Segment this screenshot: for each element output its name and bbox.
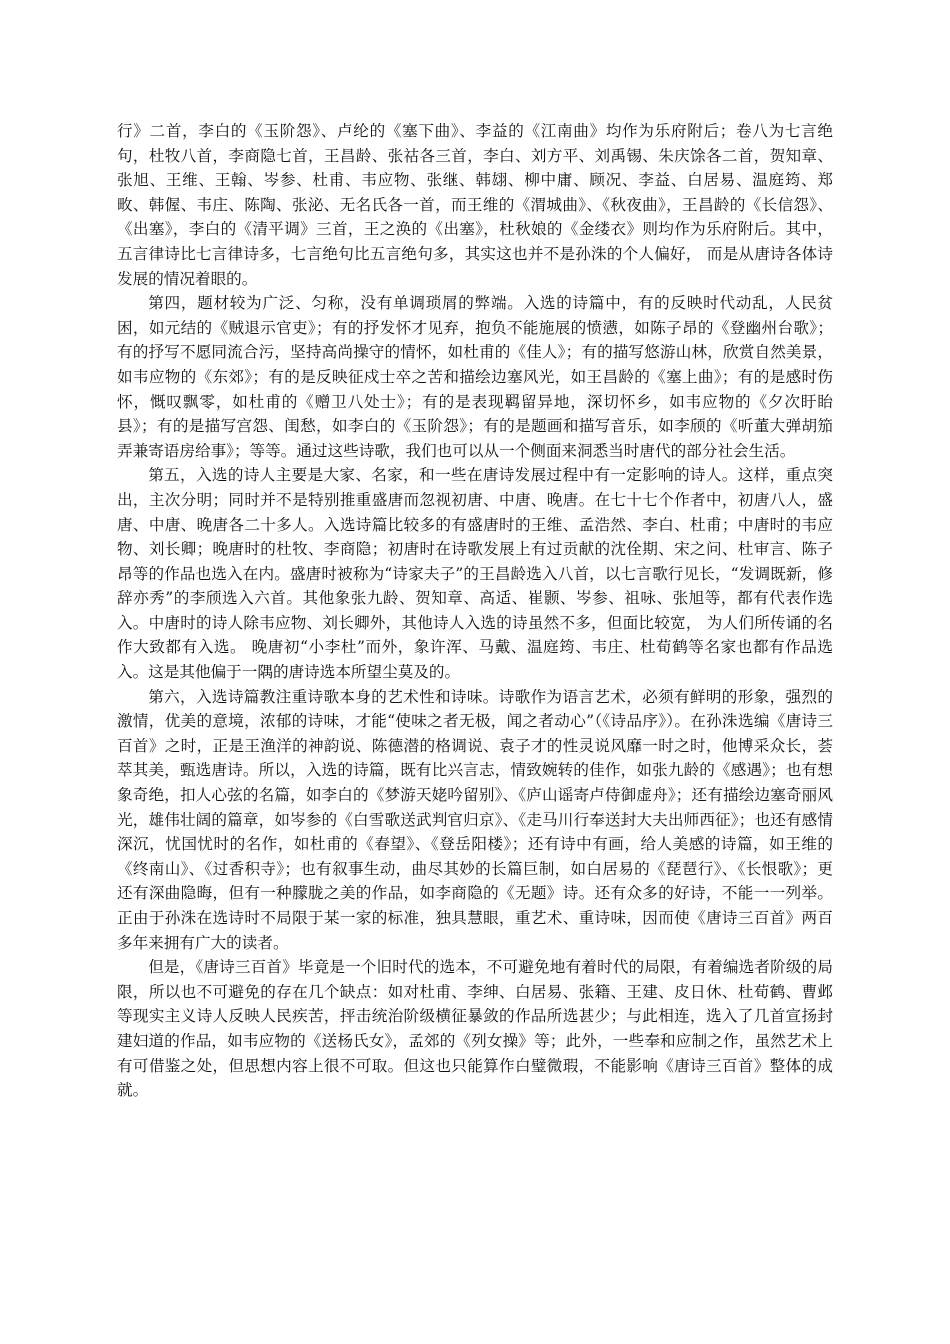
paragraph-sixth: 第六，入选诗篇教注重诗歌本身的艺术性和诗味。诗歌作为语言艺术，必须有鲜明的形象，强烈的激情，优美的意境，浓郁的诗味，才能“使味之者无极，闻之者动心”（《诗品序》）。在孙洙选编《唐诗三百首》之时，正是王渔洋的神韵说、陈德潜的格调说、袁子才的性灵说风靡一时之时，他博采众长，荟萃其美，甄选唐诗。所以，入选的诗篇，既有比兴言志，情致婉转的佳作，如张九龄的《感遇》；也有想象奇绝，扣人心弦的名篇，如李白的《梦游天姥吟留别》、《庐山谣寄卢侍御虚舟》；还有描绘边塞奇丽风光，雄伟壮阔的篇章，如岑参的《白雪歌送武判官归京》、《走马川行奉送封大夫出师西征》；也还有感情深沉，忧国忧时的名作，如杜甫的《春望》、《登岳阳楼》；还有诗中有画，给人美感的诗篇，如王维的《终南山》、《过香积寺》；也有叙事生动，曲尽其妙的长篇巨制，如白居易的《琵琶行》、《长恨歌》；更还有深曲隐晦，但有一种朦胧之美的作品，如李商隐的《无题》诗。还有众多的好诗，不能一一列举。正由于孙洙在选诗时不局限于某一家的标准，独具慧眼，重艺术、重诗味，因而使《唐诗三百首》两百多年来拥有广大的读者。 [117, 687, 833, 952]
paragraph-limitations: 但是，《唐诗三百首》毕竟是一个旧时代的选本，不可避免地有着时代的局限，有着编选者阶级的局限，所以也不可避免的存在几个缺点：如对杜甫、李绅、白居易、张籍、王建、皮日休、杜荀鹤、曹邺等现实主义诗人反映人民疾苦，抨击统治阶级横征暴敛的作品所选甚少；与此相连，选入了几首宣扬封建妇道的作品，如韦应物的《送杨氏女》，孟郊的《列女操》等；此外，一些奉和应制之作，虽然艺术上有可借鉴之处，但思想内容上很不可取。但这也只能算作白璧微瑕，不能影响《唐诗三百首》整体的成就。 [117, 958, 833, 1100]
document-page [117, 119, 833, 1103]
paragraph-fifth: 第五，入选的诗人主要是大家、名家，和一些在唐诗发展过程中有一定影响的诗人。这样，重点突出，主次分明；同时并不是特别推重盛唐而忽视初唐、中唐、晚唐。在七十七个作者中，初唐八人，盛唐、中唐、晚唐各二十多人。入选诗篇比较多的有盛唐时的王维、孟浩然、李白、杜甫；中唐时的韦应物、刘长卿；晚唐时的杜牧、李商隐；初唐时在诗歌发展上有过贡献的沈佺期、宋之问、杜审言、陈子昂等的作品也选入在内。盛唐时被称为“诗家夫子”的王昌龄选入八首，以七言歌行见长，“发调既新，修辞亦秀”的李颀选入六首。其他象张九龄、贺知章、高适、崔颢、岑参、祖咏、张旭等，都有代表作选入。中唐时的诗人除韦应物、刘长卿外，其他诗人入选的诗虽然不多，但面比较宽， 为人们所传诵的名作大致都有入选。 晚唐初“小李杜”而外，象许浑、马戴、温庭筠、韦庄、杜荀鹤等名家也都有作品选入。这是其他偏于一隅的唐诗选本所望尘莫及的。 [117, 466, 833, 682]
paragraph-fourth: 第四，题材较为广泛、匀称，没有单调琐屑的弊端。入选的诗篇中，有的反映时代动乱，人民贫困，如元结的《贼退示官吏》；有的抒发怀才见弃，抱负不能施展的愤懑，如陈子昂的《登幽州台歌》；有的抒写不愿同流合污，坚持高尚操守的情怀，如杜甫的《佳人》；有的描写悠游山林，欣赏自然美景，如韦应物的《东郊》；有的是反映征戍士卒之苦和描绘边塞风光，如王昌龄的《塞上曲》；有的是感时伤怀，慨叹飘零，如杜甫的《赠卫八处士》；有的是表现羁留异地，深切怀乡，如韦应物的《夕次盱眙县》；有的是描写宫怨、闺愁，如李白的《玉阶怨》；有的是题画和描写音乐，如李颀的《听董大弹胡笳弄兼寄语房给事》；等等。通过这些诗歌，我们也可以从一个侧面来洞悉当时唐代的部分社会生活。 [117, 294, 833, 460]
paragraph-continuation: 行》二首，李白的《玉阶怨》、卢纶的《塞下曲》、李益的《江南曲》均作为乐府附后；卷八为七言绝句，杜牧八首，李商隐七首，王昌龄、张祜各三首，李白、刘方平、刘禹锡、朱庆馀各二首，贺知章、张旭、王维、王翰、岑参、杜甫、韦应物、张继、韩翃、柳中庸、顾况、李益、白居易、温庭筠、郑畋、韩偓、韦庄、陈陶、张泌、无名氏各一首，而王维的《渭城曲》、《秋夜曲》，王昌龄的《长信怨》、《出塞》，李白的《清平调》三首，王之涣的《出塞》，杜秋娘的《金缕衣》则均作为乐府附后。其中，五言律诗比七言律诗多，七言绝句比五言绝句多，其实这也并不是孙洙的个人偏好， 而是从唐诗各体诗发展的情况着眼的。 [117, 122, 833, 288]
